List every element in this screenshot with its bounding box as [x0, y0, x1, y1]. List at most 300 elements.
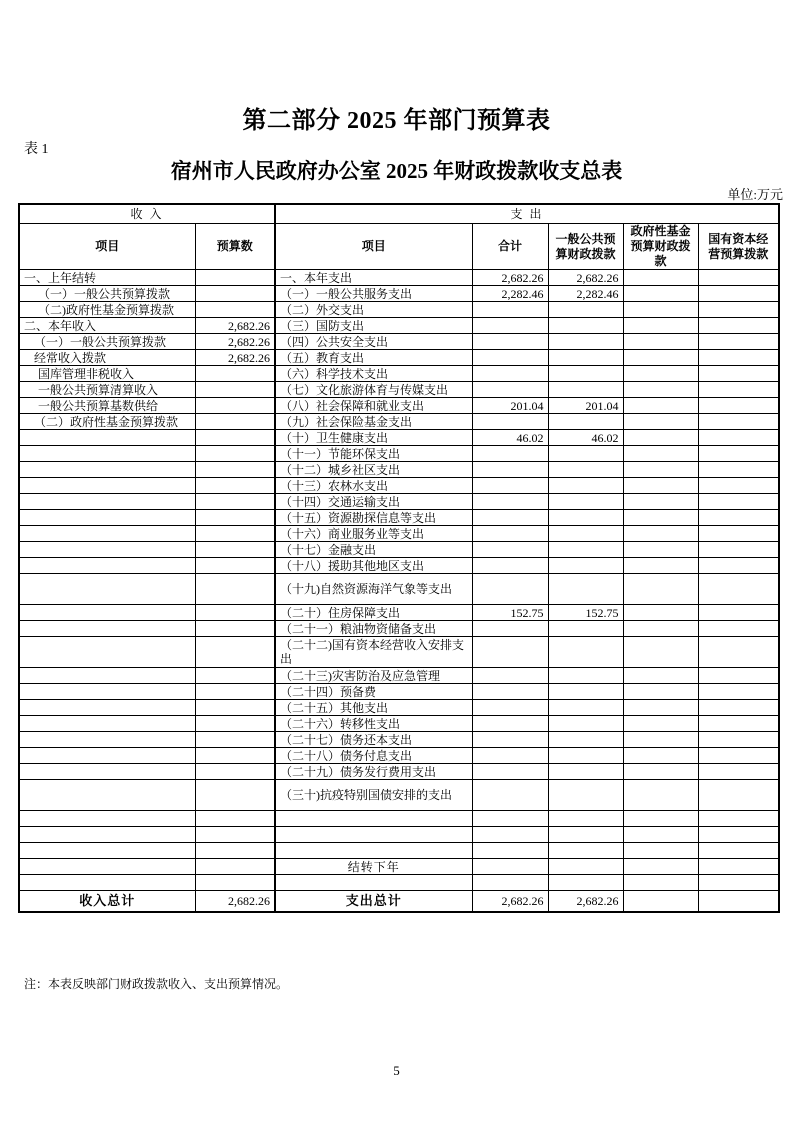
state-capital-cell [698, 430, 779, 446]
expense-item-cell: （十五）资源勘探信息等支出 [275, 510, 472, 526]
income-amount-cell [195, 621, 275, 637]
total-cell [472, 526, 548, 542]
income-amount-cell [195, 270, 275, 286]
state-capital-cell [698, 366, 779, 382]
state-capital-cell [698, 574, 779, 605]
expense-section-header: 支 出 [275, 204, 779, 224]
income-item-cell: （一）一般公共预算拨款 [19, 334, 195, 350]
total-cell [472, 350, 548, 366]
general-budget-cell [548, 478, 623, 494]
table-row [19, 621, 779, 637]
state-capital-cell [698, 859, 779, 875]
state-capital-cell [698, 334, 779, 350]
income-amount-cell [195, 732, 275, 748]
table-row [19, 302, 779, 318]
state-capital-cell [698, 732, 779, 748]
gov-fund-cell [623, 764, 698, 780]
expense-item-cell: （五）教育支出 [275, 350, 472, 366]
table-row [19, 668, 779, 684]
state-capital-cell [698, 605, 779, 621]
state-capital-cell [698, 446, 779, 462]
income-item-cell [19, 716, 195, 732]
total-cell [472, 478, 548, 494]
total-cell [472, 637, 548, 668]
expense-item-cell: （二十三)灾害防治及应急管理 [275, 668, 472, 684]
fiscal-budget-table [18, 203, 780, 913]
expense-item-cell: （二十八）债务付息支出 [275, 748, 472, 764]
general-budget-cell [548, 382, 623, 398]
total-cell [472, 875, 548, 891]
expense-item-cell [275, 811, 472, 827]
total-cell [472, 843, 548, 859]
income-item-cell [19, 478, 195, 494]
income-item-cell: 一般公共预算清算收入 [19, 382, 195, 398]
col-income-item: 项目 [19, 224, 195, 270]
expense-total-label: 支出总计 [275, 891, 472, 913]
income-amount-cell [195, 398, 275, 414]
general-budget-cell [548, 732, 623, 748]
income-item-cell [19, 764, 195, 780]
general-budget-cell [548, 318, 623, 334]
general-budget-cell: 201.04 [548, 398, 623, 414]
gov-fund-cell [623, 318, 698, 334]
income-item-cell [19, 446, 195, 462]
table-row [19, 382, 779, 398]
total-cell [472, 494, 548, 510]
table-row [19, 716, 779, 732]
general-budget-cell: 46.02 [548, 430, 623, 446]
table-row [19, 637, 779, 668]
expense-item-cell: （九）社会保险基金支出 [275, 414, 472, 430]
table-row [19, 350, 779, 366]
state-capital-cell [698, 526, 779, 542]
expense-total-fund [623, 891, 698, 913]
gov-fund-cell [623, 843, 698, 859]
gov-fund-cell [623, 350, 698, 366]
unit-label: 单位:万元 [727, 187, 783, 202]
total-cell [472, 716, 548, 732]
state-capital-cell [698, 286, 779, 302]
gov-fund-cell [623, 366, 698, 382]
income-amount-cell [195, 875, 275, 891]
state-capital-cell [698, 875, 779, 891]
total-cell [472, 510, 548, 526]
table-row [19, 446, 779, 462]
gov-fund-cell [623, 700, 698, 716]
general-budget-cell [548, 827, 623, 843]
income-amount-cell [195, 780, 275, 811]
income-item-cell [19, 621, 195, 637]
general-budget-cell [548, 366, 623, 382]
income-amount-cell [195, 286, 275, 302]
income-item-cell [19, 668, 195, 684]
gov-fund-cell [623, 637, 698, 668]
table-row [19, 605, 779, 621]
gov-fund-cell [623, 286, 698, 302]
state-capital-cell [698, 302, 779, 318]
gov-fund-cell [623, 716, 698, 732]
gov-fund-cell [623, 526, 698, 542]
income-amount-cell [195, 366, 275, 382]
expense-item-cell: （八）社会保障和就业支出 [275, 398, 472, 414]
footnote: 注：本表反映部门财政拨款收入、支出预算情况。 [24, 977, 289, 991]
income-amount-cell [195, 510, 275, 526]
general-budget-cell: 2,682.26 [548, 270, 623, 286]
state-capital-cell [698, 827, 779, 843]
table-row [19, 398, 779, 414]
income-item-cell [19, 542, 195, 558]
general-budget-cell [548, 510, 623, 526]
expense-item-cell: （二十四）预备费 [275, 684, 472, 700]
income-amount-cell [195, 382, 275, 398]
general-budget-cell [548, 811, 623, 827]
expense-item-cell: （十三）农林水支出 [275, 478, 472, 494]
table-row [19, 684, 779, 700]
state-capital-cell [698, 700, 779, 716]
expense-item-cell: （二）外交支出 [275, 302, 472, 318]
col-expense-item: 项目 [275, 224, 472, 270]
gov-fund-cell [623, 398, 698, 414]
totals-row [19, 891, 779, 913]
expense-item-cell: （二十七）债务还本支出 [275, 732, 472, 748]
total-cell: 2,682.26 [472, 270, 548, 286]
state-capital-cell [698, 843, 779, 859]
income-amount-cell [195, 574, 275, 605]
total-cell [472, 780, 548, 811]
state-capital-cell [698, 478, 779, 494]
income-item-cell [19, 574, 195, 605]
income-amount-cell [195, 302, 275, 318]
table-row [19, 430, 779, 446]
col-income-budget: 预算数 [195, 224, 275, 270]
table-number: 表 1 [24, 142, 49, 157]
general-budget-cell [548, 764, 623, 780]
col-general-budget: 一般公共预算财政拨款 [548, 224, 623, 270]
table-row [19, 732, 779, 748]
table-title: 宿州市人民政府办公室 2025 年财政拨款收支总表 [170, 159, 623, 183]
gov-fund-cell [623, 334, 698, 350]
table-row [19, 558, 779, 574]
gov-fund-cell [623, 446, 698, 462]
expense-item-cell: （四）公共安全支出 [275, 334, 472, 350]
expense-item-cell: （六）科学技术支出 [275, 366, 472, 382]
total-cell [472, 748, 548, 764]
income-item-cell: （二）政府性基金预算拨款 [19, 414, 195, 430]
expense-item-cell [275, 827, 472, 843]
col-state-capital: 国有资本经营预算拨款 [698, 224, 779, 270]
income-amount-cell [195, 558, 275, 574]
income-item-cell: （二)政府性基金预算拨款 [19, 302, 195, 318]
income-item-cell: 二、本年收入 [19, 318, 195, 334]
state-capital-cell [698, 621, 779, 637]
total-cell [472, 827, 548, 843]
state-capital-cell [698, 668, 779, 684]
gov-fund-cell [623, 827, 698, 843]
income-amount-cell: 2,682.26 [195, 334, 275, 350]
income-item-cell [19, 859, 195, 875]
total-cell [472, 414, 548, 430]
general-budget-cell [548, 542, 623, 558]
total-cell [472, 366, 548, 382]
income-amount-cell [195, 478, 275, 494]
general-budget-cell: 152.75 [548, 605, 623, 621]
income-amount-cell [195, 430, 275, 446]
income-total-amount: 2,682.26 [195, 891, 275, 913]
general-budget-cell [548, 859, 623, 875]
total-cell [472, 668, 548, 684]
general-budget-cell [548, 462, 623, 478]
general-budget-cell [548, 780, 623, 811]
gov-fund-cell [623, 748, 698, 764]
income-item-cell [19, 700, 195, 716]
gov-fund-cell [623, 430, 698, 446]
page-number: 5 [393, 1063, 400, 1078]
income-section-header: 收 入 [19, 204, 275, 224]
general-budget-cell [548, 621, 623, 637]
income-amount-cell [195, 764, 275, 780]
gov-fund-cell [623, 811, 698, 827]
table-row [19, 764, 779, 780]
income-amount-cell [195, 827, 275, 843]
expense-item-cell: （十八）援助其他地区支出 [275, 558, 472, 574]
table-row [19, 827, 779, 843]
income-amount-cell [195, 748, 275, 764]
total-cell: 152.75 [472, 605, 548, 621]
general-budget-cell [548, 716, 623, 732]
gov-fund-cell [623, 510, 698, 526]
gov-fund-cell [623, 558, 698, 574]
total-cell [472, 574, 548, 605]
expense-item-cell: （十六）商业服务业等支出 [275, 526, 472, 542]
state-capital-cell [698, 350, 779, 366]
table-row [19, 366, 779, 382]
gov-fund-cell [623, 270, 698, 286]
expense-item-cell: （十九)自然资源海洋气象等支出 [275, 574, 472, 605]
income-amount-cell [195, 462, 275, 478]
expense-item-cell: （二十二)国有资本经营收入安排支出 [275, 637, 472, 668]
gov-fund-cell [623, 780, 698, 811]
general-budget-cell [548, 684, 623, 700]
state-capital-cell [698, 811, 779, 827]
col-total: 合计 [472, 224, 548, 270]
general-budget-cell [548, 843, 623, 859]
table-row [19, 318, 779, 334]
expense-item-cell: （二十九）债务发行费用支出 [275, 764, 472, 780]
income-amount-cell [195, 716, 275, 732]
general-budget-cell [548, 494, 623, 510]
state-capital-cell [698, 684, 779, 700]
income-amount-cell [195, 859, 275, 875]
income-item-cell: 一、上年结转 [19, 270, 195, 286]
income-item-cell [19, 875, 195, 891]
income-item-cell [19, 827, 195, 843]
expense-item-cell: （三十)抗疫特别国债安排的支出 [275, 780, 472, 811]
total-cell [472, 764, 548, 780]
general-budget-cell [548, 414, 623, 430]
income-item-cell: （一）一般公共预算拨款 [19, 286, 195, 302]
gov-fund-cell [623, 605, 698, 621]
income-amount-cell [195, 526, 275, 542]
income-item-cell [19, 843, 195, 859]
income-amount-cell [195, 414, 275, 430]
general-budget-cell [548, 875, 623, 891]
general-budget-cell [548, 748, 623, 764]
expense-item-cell [275, 843, 472, 859]
total-cell [472, 859, 548, 875]
state-capital-cell [698, 398, 779, 414]
total-cell [472, 446, 548, 462]
general-budget-cell [548, 637, 623, 668]
table-row [19, 859, 779, 875]
gov-fund-cell [623, 732, 698, 748]
general-budget-cell [548, 526, 623, 542]
gov-fund-cell [623, 574, 698, 605]
income-amount-cell [195, 637, 275, 668]
total-cell [472, 542, 548, 558]
table-row [19, 478, 779, 494]
table-row [19, 526, 779, 542]
income-item-cell [19, 430, 195, 446]
gov-fund-cell [623, 494, 698, 510]
income-item-cell [19, 811, 195, 827]
table-row [19, 462, 779, 478]
income-amount-cell: 2,682.26 [195, 318, 275, 334]
total-cell: 201.04 [472, 398, 548, 414]
total-cell [472, 302, 548, 318]
income-item-cell [19, 637, 195, 668]
general-budget-cell: 2,282.46 [548, 286, 623, 302]
income-amount-cell [195, 684, 275, 700]
expense-total-capital [698, 891, 779, 913]
total-cell [472, 334, 548, 350]
expense-item-cell: （十）卫生健康支出 [275, 430, 472, 446]
table-row [19, 414, 779, 430]
table-row [19, 574, 779, 605]
table-row [19, 748, 779, 764]
expense-total-amount: 2,682.26 [472, 891, 548, 913]
income-item-cell [19, 510, 195, 526]
state-capital-cell [698, 494, 779, 510]
state-capital-cell [698, 510, 779, 526]
total-cell [472, 700, 548, 716]
gov-fund-cell [623, 859, 698, 875]
expense-item-cell: 一、本年支出 [275, 270, 472, 286]
income-item-cell: 国库管理非税收入 [19, 366, 195, 382]
total-cell: 2,282.46 [472, 286, 548, 302]
gov-fund-cell [623, 302, 698, 318]
expense-item-cell: （七）文化旅游体育与传媒支出 [275, 382, 472, 398]
total-cell [472, 621, 548, 637]
income-total-label: 收入总计 [19, 891, 195, 913]
general-budget-cell [548, 446, 623, 462]
gov-fund-cell [623, 414, 698, 430]
income-amount-cell: 2,682.26 [195, 350, 275, 366]
income-item-cell [19, 780, 195, 811]
state-capital-cell [698, 780, 779, 811]
income-item-cell [19, 748, 195, 764]
income-item-cell [19, 732, 195, 748]
gov-fund-cell [623, 478, 698, 494]
income-amount-cell [195, 668, 275, 684]
income-amount-cell [195, 811, 275, 827]
expense-item-cell: （十二）城乡社区支出 [275, 462, 472, 478]
income-amount-cell [195, 446, 275, 462]
gov-fund-cell [623, 462, 698, 478]
general-budget-cell [548, 302, 623, 318]
income-item-cell [19, 462, 195, 478]
table-row [19, 286, 779, 302]
total-cell [472, 732, 548, 748]
expense-item-cell: （三）国防支出 [275, 318, 472, 334]
total-cell [472, 558, 548, 574]
income-item-cell [19, 494, 195, 510]
expense-item-cell: （二十五）其他支出 [275, 700, 472, 716]
total-cell [472, 684, 548, 700]
expense-item-cell: （二十）住房保障支出 [275, 605, 472, 621]
gov-fund-cell [623, 542, 698, 558]
state-capital-cell [698, 542, 779, 558]
table-row [19, 494, 779, 510]
gov-fund-cell [623, 382, 698, 398]
total-cell [472, 318, 548, 334]
total-cell [472, 382, 548, 398]
table-row [19, 811, 779, 827]
column-header-row [19, 224, 779, 270]
part-title: 第二部分 2025 年部门预算表 [242, 108, 551, 134]
income-item-cell [19, 526, 195, 542]
table-row [19, 700, 779, 716]
total-cell [472, 462, 548, 478]
gov-fund-cell [623, 875, 698, 891]
state-capital-cell [698, 716, 779, 732]
table-row [19, 510, 779, 526]
expense-item-cell: （一）一般公共服务支出 [275, 286, 472, 302]
col-gov-fund: 政府性基金预算财政拨款 [623, 224, 698, 270]
state-capital-cell [698, 637, 779, 668]
income-amount-cell [195, 494, 275, 510]
expense-total-general: 2,682.26 [548, 891, 623, 913]
gov-fund-cell [623, 621, 698, 637]
total-cell: 46.02 [472, 430, 548, 446]
income-item-cell [19, 684, 195, 700]
gov-fund-cell [623, 684, 698, 700]
table-row [19, 780, 779, 811]
income-amount-cell [195, 542, 275, 558]
state-capital-cell [698, 414, 779, 430]
state-capital-cell [698, 558, 779, 574]
state-capital-cell [698, 462, 779, 478]
expense-item-cell: （二十一）粮油物资储备支出 [275, 621, 472, 637]
table-row [19, 270, 779, 286]
state-capital-cell [698, 270, 779, 286]
total-cell [472, 811, 548, 827]
general-budget-cell [548, 668, 623, 684]
income-amount-cell [195, 700, 275, 716]
income-item-cell [19, 558, 195, 574]
income-item-cell: 经常收入拨款 [19, 350, 195, 366]
table-row [19, 334, 779, 350]
expense-item-cell: （十七）金融支出 [275, 542, 472, 558]
income-item-cell [19, 605, 195, 621]
income-amount-cell [195, 605, 275, 621]
expense-item-cell: （二十六）转移性支出 [275, 716, 472, 732]
general-budget-cell [548, 558, 623, 574]
gov-fund-cell [623, 668, 698, 684]
general-budget-cell [548, 574, 623, 605]
expense-item-cell: （十一）节能环保支出 [275, 446, 472, 462]
general-budget-cell [548, 334, 623, 350]
section-header-row [19, 204, 779, 224]
